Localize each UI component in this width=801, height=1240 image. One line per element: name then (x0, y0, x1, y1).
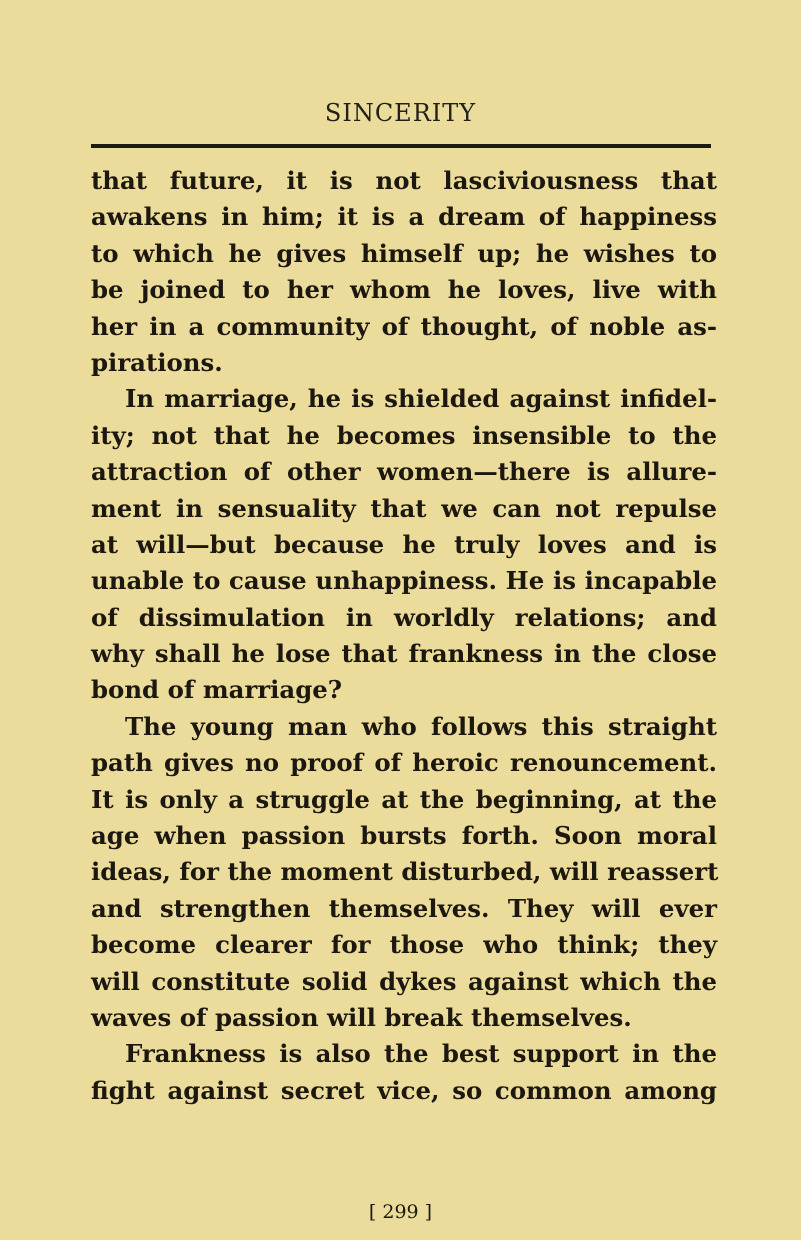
text-line: awakens in him; it is a dream of happiness (91, 202, 717, 232)
text-line: age when passion bursts forth. Soon moral (91, 821, 717, 851)
text-line: The young man who follows this straight (125, 711, 717, 741)
text-line: of dissimulation in worldly relations; and (91, 602, 717, 632)
text-line: ideas, for the moment disturbed, will reassert (91, 857, 719, 887)
text-line: be joined to her whom he loves, live with (91, 275, 717, 305)
body-text (91, 163, 717, 1109)
text-line: become clearer for those who think; they (91, 930, 717, 960)
running-head: SINCERITY (324, 99, 477, 127)
text-line: her in a community of thought, of noble as- (91, 311, 717, 341)
text-line: ment in sensuality that we can not repulse (91, 493, 717, 523)
text-line: ity; not that he becomes insensible to the (91, 420, 717, 450)
text-line: that future, it is not lasciviousness that (91, 166, 717, 195)
text-line: attraction of other women—there is allure- (91, 457, 717, 487)
text-line: will constitute solid dykes against which the (91, 966, 717, 996)
text-line: why shall he lose that frankness in the close (91, 639, 717, 669)
text-line: at will—but because he truly loves and is (91, 529, 717, 559)
header-rule (91, 144, 711, 148)
text-line: unable to cause unhappiness. He is incapable (91, 566, 717, 596)
text-line: bond of marriage? (91, 675, 343, 705)
page-number: [ 299 ] (368, 1201, 433, 1223)
text-line: to which he gives himself up; he wishes to (91, 238, 717, 268)
text-line: In marriage, he is shielded against infidel- (125, 384, 717, 414)
text-line: fight against secret vice, so common among (91, 1075, 717, 1105)
text-line: and strengthen themselves. They will ever (91, 893, 717, 923)
text-line: pirations. (91, 347, 223, 377)
text-line: Frankness is also the best support in the (125, 1039, 717, 1069)
text-line: waves of passion will break themselves. (91, 1002, 632, 1032)
text-line: It is only a struggle at the beginning, at the (91, 784, 717, 814)
text-line: path gives no proof of heroic renouncement. (91, 748, 717, 778)
